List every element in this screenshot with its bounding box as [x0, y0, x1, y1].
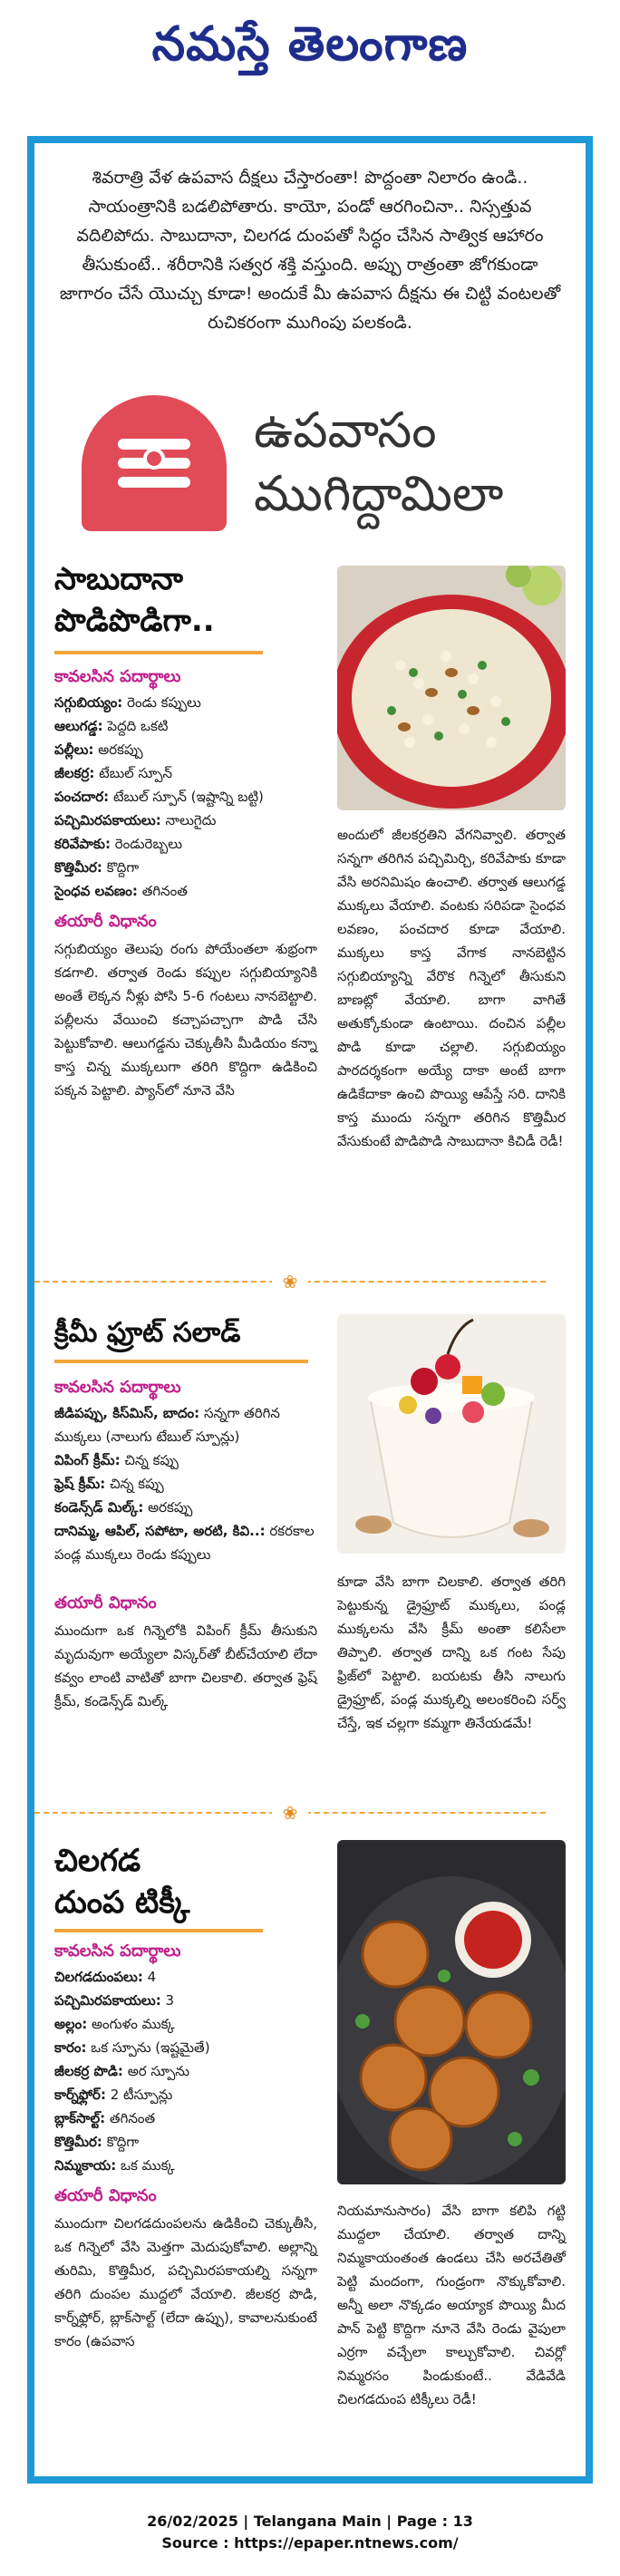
ingredient-qty: రకరకాల పండ్ల ముక్కలు రెండు కప్పులు: [54, 1523, 315, 1563]
ingredient-qty: 3: [165, 1992, 175, 2009]
ingredient-qty: సన్నగా తరిగిన ముక్కలు (నాలుగు టేబుల్ స్పూన్లు): [54, 1405, 280, 1445]
ingredient-name: నిమ్మకాయ:: [54, 2157, 117, 2174]
ingredient-item: [54, 832, 317, 856]
ingredient-name: పల్లీలు:: [54, 741, 94, 758]
ingredient-qty: నాలుగైదు: [165, 812, 217, 828]
ingredient-qty: ఒక ముక్క: [121, 2157, 175, 2174]
ingredient-item: [54, 1448, 317, 1472]
ingredients-list: [54, 1401, 317, 1566]
recipe-title: [54, 558, 326, 642]
method-text-right: అందులో జీలకర్రతిని వేగనివ్వాలి. తర్వాత సన్నగా తరిగిన పచ్చిమిర్చి, కరివేపాకు కూడా వేసి అరనిమిషం ఉంచాలి. తర్వాత ఆలుగడ్డ ముక్కలు వేయాలి. వంటకు సరిపడా సైంధవ లవణం, పంచదార కూడా వేయాలి. ముక్కలు కాస్త వేగాక నానబెట్టిన సగ్గుబియ్యాన్ని వేరొక గిన్నెలో తీసుకుని బాణట్లో వేయాలి. బాగా వాగితే అతుక్కోకుండా ఉంటాయి. దంచిన పల్లీల పొడి కూడా చల్లాలి. సగ్గుబియ్యం పారదర్శకంగా అయ్యే దాకా అంటే బాగా ఉడికేదాకా ఉంచి పొయ్యి ఆపేస్తే సరి. దానికి కాస్త ముందు సన్నగా తరిగిన కొత్తిమీర వేసుకుంటే పొడిపొడి సాబుదానా కిచిడీ రెడీ!: [337, 827, 566, 1149]
masthead: [0, 0, 620, 136]
recipe-title-line1: క్రీమీ ఫ్రూట్ సలాడ్: [54, 1317, 241, 1349]
ingredient-name: దానిమ్మ, ఆపిల్, సపోటా, అరటి, కివి..:: [54, 1523, 266, 1539]
method-text-right: నియమానుసారం) వేసి బాగా కలిపి గట్టి ముద్దలా చేయాలి. తర్వాత దాన్ని నిమ్మకాయంతంత ఉండలు చేసి అరచేతితో పెట్టి మందంగా, గుండ్రంగా నొక్కుకోవాలి. అన్నీ అలా నొక్కడం అయ్యాక పొయ్యి మీద పాన్ పెట్టి కొద్దిగా నూనె వేసి రెండు వైపులా ఎర్రగా వచ్చేలా కాల్చుకోవాలి. చివర్లో నిమ్మరసం పిండుకుంటే.. వేడివేడి చిలగడదుంప టిక్కీలు రెడీ!: [337, 2203, 566, 2407]
ingredient-qty: 2 టీస్పూన్లు: [110, 2087, 173, 2103]
ingredient-item: [54, 691, 317, 714]
ingredient-name: ఆలుగడ్డ:: [54, 718, 103, 734]
ingredient-name: కార్న్‌ఫ్లోర్:: [54, 2087, 106, 2103]
section-divider: [34, 1802, 546, 1824]
ingredient-qty: తగినంత: [141, 883, 188, 899]
method-text-left: ముందుగా చిలగడదుంపలను ఉడికించి చెక్కుతీసి, ఒక గిన్నెలో వేసి మెత్తగా మెదుపుకోవాలి. అల్లాన్ని తురిమి, కొత్తిమీర, పచ్చిమిరపకాయల్ని సన్నగా తరిగి దుంపల ముద్దలో వేయాలి. జీలకర్ర పొడి, కార్న్‌ఫ్లోర్, బ్లాక్‌సాల్ట్ (లేదా ఉప్పు), కావాలనుకుంటే కారం (ఉపవాస: [54, 2215, 317, 2349]
ingredient-name: జీలకర్ర:: [54, 765, 95, 781]
article-frame: [27, 136, 593, 2484]
ingredient-qty: రెండు కప్పులు: [127, 694, 201, 711]
ingredient-name: చిలగడదుంపలు:: [54, 1969, 143, 1985]
ingredient-item: [54, 2012, 317, 2036]
method-heading: తయారీ విధానం: [54, 2186, 157, 2205]
ingredient-item: [54, 761, 317, 785]
shiva-tilak-icon: [82, 395, 227, 531]
title-underline: [54, 651, 263, 654]
fruit-salad-image: [337, 1314, 566, 1554]
ingredient-item: [54, 2154, 317, 2177]
ingredient-item: [54, 2036, 317, 2059]
fruit-salad-photo: [337, 1314, 566, 1554]
ingredient-item: [54, 785, 317, 809]
banner-title: [254, 399, 566, 526]
banner-title-line1: ఉపవాసం: [254, 402, 437, 459]
ingredient-name: కొత్తిమీర:: [54, 859, 102, 876]
ingredient-item: [54, 1519, 317, 1566]
ingredient-item: [54, 1965, 317, 1989]
masthead-title: నమస్తే తెలంగాణ: [151, 16, 469, 72]
ingredient-qty: కొద్దిగా: [106, 2134, 140, 2150]
recipe-title-line2: దుంప టిక్కీ: [54, 1884, 190, 1921]
title-underline: [54, 1360, 308, 1363]
tilak-stripe: [118, 477, 190, 488]
ingredient-name: కారం:: [54, 2039, 87, 2056]
ingredients-list: [54, 1965, 317, 2177]
banner-title-line2: ముగిద్దామిలా: [254, 465, 504, 522]
ingredients-heading: కావలసిన పదార్థాలు: [54, 667, 181, 686]
sabudana-image: [337, 566, 566, 810]
ingredients-list: [54, 691, 317, 903]
ingredient-qty: తగినంత: [109, 2110, 156, 2126]
ingredient-item: [54, 714, 317, 738]
ingredient-item: [54, 2059, 317, 2083]
ingredient-item: [54, 1401, 317, 1448]
ingredient-qty: పెద్దది ఒకటి: [107, 718, 169, 734]
ingredients-heading: కావలసిన పదార్థాలు: [54, 1942, 181, 1961]
footer-source: Source : https://epaper.ntnews.com/: [161, 2534, 459, 2552]
ingredient-qty: ఒక స్పూను (ఇష్టమైతే): [91, 2039, 210, 2056]
ingredient-name: ఫ్రెష్ క్రీమ్:: [54, 1476, 106, 1492]
method-heading: తయారీ విధానం: [54, 912, 157, 931]
ingredient-item: [54, 1472, 317, 1496]
tilak-dot: [143, 448, 165, 470]
ingredient-name: జీడిపప్పు, కిస్‌మిస్, బాదం:: [54, 1405, 200, 1421]
ingredient-name: పచ్చిమిరపకాయలు:: [54, 1992, 161, 2009]
ingredient-name: కొత్తిమీర:: [54, 2134, 102, 2150]
ingredient-qty: అర స్పూను: [127, 2063, 190, 2079]
ingredient-name: పచ్చిమిరపకాయలు:: [54, 812, 161, 828]
title-underline: [54, 1929, 263, 1932]
ingredient-qty: అరకప్పు: [98, 741, 143, 758]
ingredient-qty: అంగుళం ముక్క: [92, 2016, 175, 2032]
recipe-title: [54, 1840, 326, 1923]
ingredient-qty: టేబుల్ స్పూన్: [99, 765, 173, 781]
ingredient-name: సగ్గుబియ్యం:: [54, 694, 123, 711]
ingredient-qty: చిన్న కప్పు: [124, 1452, 179, 1468]
ingredient-item: [54, 2083, 317, 2106]
footer-edition: 26/02/2025 | Telangana Main | Page : 13: [147, 2513, 473, 2530]
ingredient-name: సైంధవ లవణం:: [54, 883, 138, 899]
ingredient-name: పంచదార:: [54, 789, 110, 805]
ingredient-name: కరివేపాకు:: [54, 836, 111, 852]
recipe-title-line1: చిలగడ: [54, 1843, 141, 1879]
ingredient-qty: అరకప్పు: [148, 1499, 193, 1516]
recipe-title: [54, 1312, 326, 1354]
ingredient-item: [54, 738, 317, 761]
ingredient-item: [54, 1989, 317, 2012]
tikki-photo: [337, 1840, 566, 2184]
article-banner: [54, 395, 566, 531]
ingredient-qty: చిన్న కప్పు: [110, 1476, 164, 1492]
ingredient-qty: రెండురెబ్బలు: [114, 836, 183, 852]
page-footer: [0, 2511, 620, 2554]
ingredient-qty: 4: [147, 1969, 157, 1985]
recipe-title-line1: సాబుదానా: [54, 561, 183, 597]
ingredient-item: [54, 2130, 317, 2154]
method-text-right: కూడా వేసి బాగా చిలకాలి. తర్వాత తరిగి పెట్టుకున్న డ్రైఫ్రూట్ ముక్కలు, పండ్ల ముక్కలను వేసి క్రీమ్ అంతా కలిసేలా తిప్పాలి. తర్వాత దాన్ని ఒక గంట సేపు ఫ్రిజ్‌లో పెట్టాలి. బయటకు తీసి నాలుగు డ్రైఫ్రూట్, పండ్ల ముక్కల్ని అలంకరించి సర్వ్ చేస్తే, ఇక చల్లగా కమ్మగా తినేయడమే!: [337, 1574, 566, 1731]
ingredient-item: [54, 879, 317, 903]
tikki-image: [337, 1840, 566, 2184]
ingredient-qty: కొద్దిగా: [106, 859, 140, 876]
recipe-title-line2: పొడిపొడిగా..: [54, 603, 215, 639]
method-text-left: సగ్గుబియ్యం తెలుపు రంగు పోయేంతలా శుభ్రంగా కడగాలి. తర్వాత రెండు కప్పుల సగ్గుబియ్యానికి అంతే లెక్కన నీళ్లు పోసి 5-6 గంటలు నానబెట్టాలి. పల్లీలను వేయించి కచ్చాపచ్చాగా పొడి చేసి పెట్టుకోవాలి. ఆలుగడ్డను చెక్కుతీసి మీడియం కన్నా కాస్త చిన్న ముక్కలుగా తరిగి కొద్దిగా ఉడికించి పక్కన పెట్టాలి. ప్యాన్‌లో నూనె వేసి: [54, 941, 317, 1099]
section-divider: [34, 1271, 546, 1293]
ingredient-item: [54, 809, 317, 832]
sabudana-photo: [337, 566, 566, 810]
method-heading: తయారీ విధానం: [54, 1593, 157, 1612]
ingredient-name: జీలకర్ర పొడి:: [54, 2063, 123, 2079]
flower-icon: ❀: [272, 1269, 308, 1294]
method-text-left: ముందుగా ఒక గిన్నెలోకి విపింగ్ క్రీమ్ తీసుకుని మృదువుగా అయ్యేలా విస్కర్‌తో బీట్‌చేయాలి లేదా కవ్వం లాంటి వాటితో బాగా చిలకాలి. తర్వాత ఫ్రెష్ క్రీమ్, కండెన్స్‌డ్ మిల్క్: [54, 1622, 317, 1709]
ingredient-item: [54, 856, 317, 879]
ingredient-name: అల్లం:: [54, 2016, 88, 2032]
flower-icon: ❀: [272, 1800, 308, 1825]
ingredient-name: కండెన్స్‌డ్ మిల్క్:: [54, 1499, 144, 1516]
ingredients-heading: కావలసిన పదార్థాలు: [54, 1378, 181, 1397]
ingredient-item: [54, 2106, 317, 2130]
ingredient-name: విపింగ్ క్రీమ్:: [54, 1452, 121, 1468]
ingredient-name: బ్లాక్‌సాల్ట్:: [54, 2110, 106, 2126]
intro-paragraph: శివరాత్రి వేళ ఉపవాస దీక్షలు చేస్తారంతా! పొద్దంతా నిలారం ఉండి.. సాయంత్రానికి బడలిపోతారు. కాయో, పండో ఆరగించినా.. నిస్సత్తువ వదిలిపోదు. సాబుదానా, చిలగడ దుంపతో సిద్ధం చేసిన సాత్విక ఆహారం తీసుకుంటే.. శరీరానికి సత్వర శక్తి వస్తుంది. అప్పు రాత్రంతా జోగకుండా జాగారం చేసే యొచ్చు కూడా! అందుకే మీ ఉపవాస దీక్షను ఈ చిట్టి వంటలతో రుచికరంగా ముగింపు పలకండి.: [59, 168, 561, 333]
ingredient-item: [54, 1496, 317, 1519]
ingredient-qty: టేబుల్ స్పూన్ (ఇష్టాన్ని బట్టి): [112, 789, 264, 805]
